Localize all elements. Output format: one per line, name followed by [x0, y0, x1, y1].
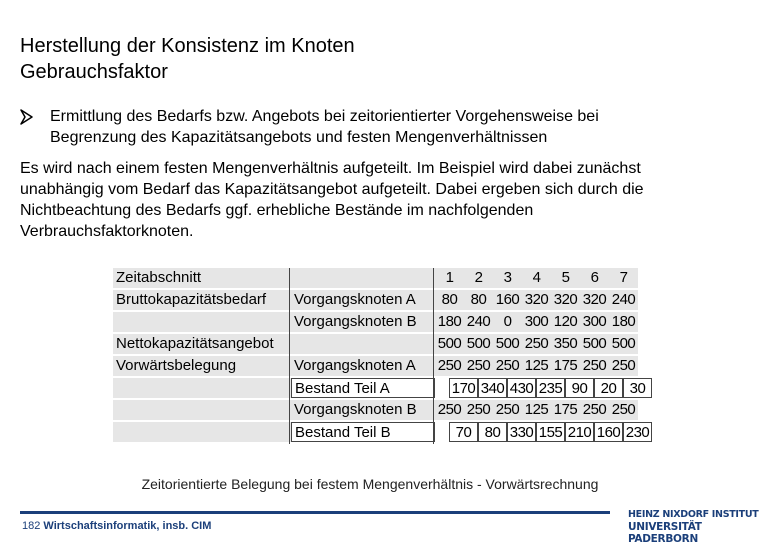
table-cell-value: 230: [623, 422, 652, 442]
row-sub-label: Vorgangsknoten A: [291, 356, 435, 376]
table-header-period: 1: [435, 268, 464, 288]
table-cell-value: 250: [522, 334, 551, 354]
row-group-label: [113, 378, 291, 398]
slide-title-line2: Gebrauchsfaktor: [20, 61, 168, 83]
row-group-label: [113, 312, 291, 332]
table-cell-value: 160: [594, 422, 623, 442]
table-cell-value: 250: [493, 400, 522, 420]
footer: [22, 520, 211, 532]
table-cell-value: 500: [435, 334, 464, 354]
row-group-label: Vorwärtsbelegung: [113, 356, 291, 376]
table-header-period: 3: [493, 268, 522, 288]
table-divider: [289, 268, 290, 444]
capacity-table: [113, 268, 658, 447]
body-paragraph: [20, 158, 750, 242]
row-sub-label: Vorgangsknoten B: [291, 312, 435, 332]
row-sub-label: Bestand Teil A: [291, 378, 435, 398]
table-cell-value: 340: [478, 378, 507, 398]
table-cell-value: 500: [609, 334, 638, 354]
table-header-period: 6: [580, 268, 609, 288]
table-cell-value: 350: [551, 334, 580, 354]
table-cell-value: 250: [435, 356, 464, 376]
paragraph-line4: Verbrauchsfaktorknoten.: [20, 223, 194, 240]
table-cell-value: 330: [507, 422, 536, 442]
table-caption: Zeitorientierte Belegung bei festem Mengenverhältnis - Vorwärtsrechnung: [141, 476, 599, 492]
course-name: Wirtschaftsinformatik, insb. CIM: [43, 520, 212, 532]
logo-line2: UNIVERSITÄT PADERBORN: [628, 521, 702, 545]
table-cell-value: 30: [623, 378, 652, 398]
table-cell-value: 500: [493, 334, 522, 354]
table-cell-value: 500: [580, 334, 609, 354]
table-divider: [433, 268, 434, 444]
table-cell-value: 320: [580, 290, 609, 310]
table-cell-value: 250: [609, 400, 638, 420]
table-cell-value: 125: [522, 356, 551, 376]
bullet-line2: Begrenzung des Kapazitätsangebots und festen Mengenverhältnissen: [50, 129, 548, 146]
table-cell-value: 160: [493, 290, 522, 310]
table-cell-value: 320: [522, 290, 551, 310]
table-cell-value: 120: [551, 312, 580, 332]
table-cell-value: 70: [449, 422, 478, 442]
table-cell-value: 0: [493, 312, 522, 332]
row-group-label: [113, 422, 291, 442]
table-cell-value: 430: [507, 378, 536, 398]
table-cell-value: 180: [609, 312, 638, 332]
slide-title: [20, 33, 355, 85]
table-cell-value: 235: [536, 378, 565, 398]
table-cell-value: 250: [580, 356, 609, 376]
table-cell-value: 300: [580, 312, 609, 332]
table-cell-value: 175: [551, 400, 580, 420]
table-cell-value: 250: [493, 356, 522, 376]
arrow-bullet-icon: [20, 106, 34, 131]
row-group-label: Bruttokapazitätsbedarf: [113, 290, 291, 310]
table-header-period: 7: [609, 268, 638, 288]
table-cell-value: 210: [565, 422, 594, 442]
row-sub-label: [291, 334, 435, 354]
table-cell-value: 170: [449, 378, 478, 398]
table-cell-value: 240: [609, 290, 638, 310]
table-cell-value: 90: [565, 378, 594, 398]
paragraph-line1: Es wird nach einem festen Mengenverhältnis aufgeteilt. Im Beispiel wird dabei zunächst: [20, 160, 641, 177]
table-cell-value: 250: [580, 400, 609, 420]
table-cell-value: 250: [464, 400, 493, 420]
table-cell-value: 250: [435, 400, 464, 420]
table-header-period: 4: [522, 268, 551, 288]
slide-title-line1: Herstellung der Konsistenz im Knoten: [20, 35, 355, 57]
table-cell-value: 180: [435, 312, 464, 332]
bullet-line1: Ermittlung des Bedarfs bzw. Angebots bei zeitorientierter Vorgehensweise bei: [50, 108, 599, 125]
table-cell-value: 500: [464, 334, 493, 354]
table-cell-value: 20: [594, 378, 623, 398]
footer-rule: [20, 511, 610, 514]
table-cell-value: 80: [435, 290, 464, 310]
logo-line1: HEINZ NIXDORF INSTITUT: [628, 509, 759, 520]
table-cell-value: 125: [522, 400, 551, 420]
row-sub-label: Vorgangsknoten A: [291, 290, 435, 310]
table-header-label: Zeitabschnitt: [113, 268, 435, 288]
table-cell-value: 155: [536, 422, 565, 442]
table-cell-value: 80: [478, 422, 507, 442]
row-group-label: Nettokapazitätsangebot: [113, 334, 291, 354]
table-cell-value: 250: [609, 356, 638, 376]
table-header-period: 5: [551, 268, 580, 288]
table-cell-value: 300: [522, 312, 551, 332]
row-sub-label: Bestand Teil B: [291, 422, 435, 442]
row-sub-label: Vorgangsknoten B: [291, 400, 435, 420]
table-cell-value: 320: [551, 290, 580, 310]
table-cell-value: 240: [464, 312, 493, 332]
table-cell-value: 175: [551, 356, 580, 376]
page-number: 182: [22, 520, 41, 532]
paragraph-line3: Nichtbeachtung des Bedarfs ggf. erhebliche Bestände im nachfolgenden: [20, 202, 534, 219]
table-cell-value: 80: [464, 290, 493, 310]
row-group-label: [113, 400, 291, 420]
table-header-period: 2: [464, 268, 493, 288]
paragraph-line2: unabhängig vom Bedarf das Kapazitätsangebot aufgeteilt. Dabei ergeben sich durch die: [20, 181, 644, 198]
table-cell-value: 250: [464, 356, 493, 376]
